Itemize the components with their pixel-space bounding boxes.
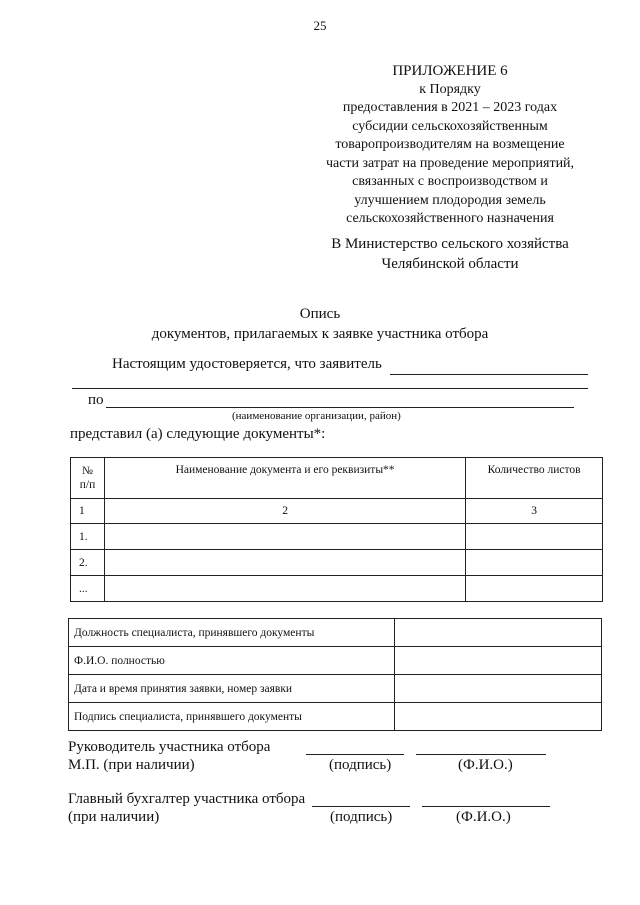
head-signature-hint: (подпись) bbox=[329, 757, 392, 773]
head-fio-field[interactable] bbox=[416, 754, 546, 755]
acceptance-value[interactable] bbox=[395, 675, 602, 703]
acceptance-value[interactable] bbox=[395, 703, 602, 731]
sheets-header: Количество листов bbox=[466, 458, 603, 499]
acceptance-label: Подпись специалиста, принявшего документы bbox=[69, 703, 395, 731]
sheet-count-cell[interactable] bbox=[466, 524, 603, 550]
table-row bbox=[71, 576, 603, 602]
sheet-count-cell[interactable] bbox=[466, 576, 603, 602]
accountant-signature-field[interactable] bbox=[312, 806, 410, 807]
organization-hint: (наименование организации, район) bbox=[232, 410, 401, 422]
head-title: Руководитель участника отбора bbox=[68, 739, 271, 755]
document-name-cell[interactable] bbox=[104, 524, 465, 550]
acceptance-value[interactable] bbox=[395, 619, 602, 647]
page-number: 25 bbox=[313, 18, 327, 33]
row-num: ... bbox=[71, 576, 105, 602]
appendix-line: к Порядку bbox=[419, 81, 481, 97]
certify-text: Настоящим удостоверяется, что заявитель bbox=[112, 356, 382, 372]
appendix-line: части затрат на проведение мероприятий, bbox=[325, 155, 575, 171]
acceptance-label: Ф.И.О. полностью bbox=[69, 647, 395, 675]
index-cell: 3 bbox=[466, 499, 603, 524]
document-name-cell[interactable] bbox=[104, 550, 465, 576]
title-line: документов, прилагаемых к заявке участника отбора bbox=[151, 326, 489, 342]
applicant-field[interactable] bbox=[390, 374, 588, 375]
table-row bbox=[69, 647, 602, 675]
appendix-line: предоставления в 2021 – 2023 годах bbox=[342, 100, 558, 115]
accountant-signature-hint: (подпись) bbox=[330, 809, 393, 825]
table-row bbox=[69, 619, 602, 647]
addressee-line: Челябинской области bbox=[381, 256, 519, 272]
appendix-line: товаропроизводителям на возмещение bbox=[335, 137, 565, 152]
document-title bbox=[60, 304, 580, 344]
sheet-count-cell[interactable] bbox=[466, 550, 603, 576]
table-row bbox=[69, 703, 602, 731]
acceptance-label: Дата и время принятия заявки, номер заявки bbox=[69, 675, 395, 703]
name-header: Наименование документа и его реквизиты** bbox=[104, 458, 465, 499]
accountant-fio-hint: (Ф.И.О.) bbox=[456, 809, 511, 825]
stamp-note: М.П. (при наличии) bbox=[68, 757, 195, 773]
table-row bbox=[71, 550, 603, 576]
addressee-line: В Министерство сельского хозяйства bbox=[331, 236, 569, 252]
applicant-field-continued[interactable] bbox=[72, 388, 588, 389]
appendix-line: улучшением плодородия земель bbox=[354, 192, 546, 208]
head-signature-field[interactable] bbox=[306, 754, 404, 755]
num-header-line: № bbox=[81, 465, 93, 477]
document-name-cell[interactable] bbox=[104, 576, 465, 602]
appendix-line: связанных с воспроизводством и bbox=[352, 174, 548, 189]
table-header-row bbox=[71, 458, 603, 499]
table-index-row bbox=[71, 499, 603, 524]
accountant-note: (при наличии) bbox=[68, 809, 160, 825]
appendix-title: ПРИЛОЖЕНИЕ 6 bbox=[392, 63, 508, 79]
acceptance-table bbox=[68, 618, 602, 731]
table-row bbox=[69, 675, 602, 703]
organization-field[interactable] bbox=[106, 407, 574, 408]
accountant-fio-field[interactable] bbox=[422, 806, 550, 807]
row-num: 1. bbox=[71, 524, 105, 550]
appendix-block bbox=[290, 62, 610, 229]
index-cell: 1 bbox=[71, 499, 105, 524]
acceptance-value[interactable] bbox=[395, 647, 602, 675]
head-fio-hint: (Ф.И.О.) bbox=[458, 757, 513, 773]
addressee-block bbox=[290, 234, 610, 274]
title-line: Опись bbox=[299, 306, 341, 322]
row-num: 2. bbox=[71, 550, 105, 576]
appendix-line: субсидии сельскохозяйственным bbox=[352, 118, 548, 134]
submitted-text: представил (а) следующие документы*: bbox=[70, 426, 326, 442]
appendix-line: сельскохозяйственного назначения bbox=[346, 211, 554, 226]
num-header bbox=[71, 458, 105, 499]
num-header-line: п/п bbox=[79, 479, 96, 491]
table-row bbox=[71, 524, 603, 550]
index-cell: 2 bbox=[104, 499, 465, 524]
by-label: по bbox=[88, 392, 104, 408]
accountant-title: Главный бухгалтер участника отбора bbox=[68, 791, 306, 807]
documents-table bbox=[70, 457, 603, 602]
acceptance-label: Должность специалиста, принявшего документы bbox=[69, 619, 395, 647]
